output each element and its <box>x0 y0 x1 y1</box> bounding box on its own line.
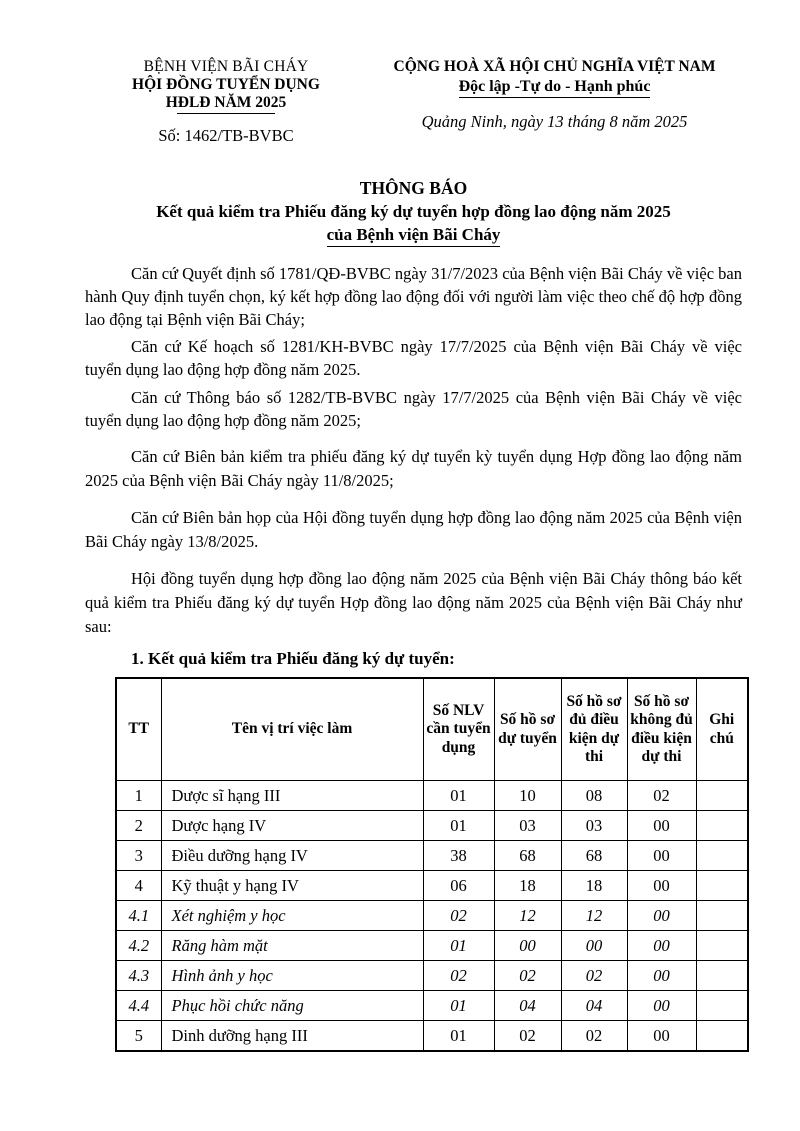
table-cell: 2 <box>116 811 161 841</box>
table-cell: 00 <box>627 1021 696 1051</box>
table-cell: 02 <box>423 901 494 931</box>
table-cell: 00 <box>627 931 696 961</box>
table-cell: 10 <box>494 781 561 811</box>
position-name-cell: Kỹ thuật y hạng IV <box>161 871 423 901</box>
table-cell: 00 <box>627 991 696 1021</box>
document-number: Số: 1462/TB-BVBC <box>158 126 294 145</box>
table-cell: 00 <box>627 841 696 871</box>
table-cell: 68 <box>494 841 561 871</box>
position-name-cell: Phục hồi chức năng <box>161 991 423 1021</box>
body-paragraph: Căn cứ Biên bản họp của Hội đồng tuyển dụng hợp đồng lao động năm 2025 của Bệnh viện Bãi Cháy ngày 13/8/2025. <box>85 508 742 552</box>
table-cell: 02 <box>494 961 561 991</box>
table-cell: 00 <box>494 931 561 961</box>
body-paragraph: Hội đồng tuyển dụng hợp đồng lao động năm 2025 của Bệnh viện Bãi Cháy thông báo kết quả kiểm tra Phiếu đăng ký dự tuyển Hợp đồng lao động năm 2025 của Bệnh viện Bãi Cháy như sau: <box>85 569 742 636</box>
national-motto-text: Độc lập -Tự do - Hạnh phúc <box>459 78 651 98</box>
table-cell: 04 <box>561 991 627 1021</box>
body-paragraph: Căn cứ Thông báo số 1282/TB-BVBC ngày 17/7/2025 của Bệnh viện Bãi Cháy về việc tuyển dụng lao động hợp đồng năm 2025; <box>85 387 742 430</box>
table-cell <box>696 931 748 961</box>
table-cell: 4.3 <box>116 961 161 991</box>
table-cell: 01 <box>423 1021 494 1051</box>
table-row <box>116 991 748 1021</box>
table-cell: 02 <box>627 781 696 811</box>
table-header-cell: Ghi chú <box>696 678 748 781</box>
table-row <box>116 931 748 961</box>
table-row <box>116 901 748 931</box>
table-cell <box>696 781 748 811</box>
table-cell: 00 <box>627 871 696 901</box>
section-heading: 1. Kết quả kiểm tra Phiếu đăng ký dự tuyển: <box>131 648 455 668</box>
table-cell: 06 <box>423 871 494 901</box>
table-cell <box>696 841 748 871</box>
table-cell: 02 <box>494 1021 561 1051</box>
org-council: HỘI ĐỒNG TUYỂN DỤNG <box>132 76 320 93</box>
table-cell: 4.4 <box>116 991 161 1021</box>
table-cell: 12 <box>561 901 627 931</box>
issuing-org-block <box>85 58 367 146</box>
table-cell: 4 <box>116 871 161 901</box>
table-cell: 04 <box>494 991 561 1021</box>
table-row <box>116 781 748 811</box>
position-name-cell: Dinh dưỡng hạng III <box>161 1021 423 1051</box>
national-title: CỘNG HOÀ XÃ HỘI CHỦ NGHĨA VIỆT NAM <box>393 58 716 75</box>
table-cell: 00 <box>627 901 696 931</box>
table-cell: 00 <box>627 811 696 841</box>
table-row <box>116 811 748 841</box>
table-header-cell: Số hồ sơ đủ điều kiện dự thi <box>561 678 627 781</box>
table-cell: 38 <box>423 841 494 871</box>
document-subtitle-org <box>85 225 742 247</box>
body-paragraph: Căn cứ Kế hoạch số 1281/KH-BVBC ngày 17/7/2025 của Bệnh viện Bãi Cháy về việc tuyển dụng lao động hợp đồng năm 2025. <box>85 337 742 380</box>
table-header-cell: Số hồ sơ không đủ điều kiện dự thi <box>627 678 696 781</box>
table-cell: 02 <box>561 1021 627 1051</box>
position-name-cell: Hình ảnh y học <box>161 961 423 991</box>
table-cell: 02 <box>561 961 627 991</box>
position-name-cell: Xét nghiệm y học <box>161 901 423 931</box>
table-cell: 01 <box>423 931 494 961</box>
document-title-block <box>85 178 742 247</box>
document-subtitle: Kết quả kiểm tra Phiếu đăng ký dự tuyển hợp đồng lao động năm 2025 <box>156 202 671 221</box>
table-cell: 03 <box>494 811 561 841</box>
table-cell: 4.1 <box>116 901 161 931</box>
table-cell: 12 <box>494 901 561 931</box>
table-row <box>116 841 748 871</box>
dateline: Quảng Ninh, ngày 13 tháng 8 năm 2025 <box>421 112 688 131</box>
table-header-cell: Tên vị trí việc làm <box>161 678 423 781</box>
body-paragraphs <box>85 263 742 639</box>
table-cell <box>696 961 748 991</box>
table-cell: 5 <box>116 1021 161 1051</box>
document-subtitle-org-text: của Bệnh viện Bãi Cháy <box>327 225 501 247</box>
table-cell: 00 <box>627 961 696 991</box>
table-cell <box>696 901 748 931</box>
national-header-block <box>367 58 742 146</box>
table-cell: 08 <box>561 781 627 811</box>
table-cell: 03 <box>561 811 627 841</box>
table-cell <box>696 991 748 1021</box>
table-cell: 18 <box>494 871 561 901</box>
table-cell: 18 <box>561 871 627 901</box>
table-cell: 00 <box>561 931 627 961</box>
table-cell: 1 <box>116 781 161 811</box>
table-header-cell: TT <box>116 678 161 781</box>
document-header <box>85 58 742 146</box>
position-name-cell: Điều dưỡng hạng IV <box>161 841 423 871</box>
left-header-rule <box>177 113 275 114</box>
table-row <box>116 961 748 991</box>
table-cell <box>696 1021 748 1051</box>
position-name-cell: Răng hàm mặt <box>161 931 423 961</box>
position-name-cell: Dược hạng IV <box>161 811 423 841</box>
table-cell: 3 <box>116 841 161 871</box>
table-row <box>116 1021 748 1051</box>
document-title: THÔNG BÁO <box>359 178 468 198</box>
table-header-row <box>116 678 748 781</box>
body-paragraph: Căn cứ Quyết định số 1781/QĐ-BVBC ngày 31/7/2023 của Bệnh viện Bãi Cháy về việc ban hành Quy định tuyển chọn, ký kết hợp đồng lao động đối với người làm việc theo chế độ hợp đồng lao động tại Bệnh viện Bãi Cháy; <box>85 264 742 329</box>
table-header-cell: Số NLV cần tuyển dụng <box>423 678 494 781</box>
table-cell: 4.2 <box>116 931 161 961</box>
body-paragraph: Căn cứ Biên bản kiểm tra phiếu đăng ký dự tuyển kỳ tuyển dụng Hợp đồng lao động năm 2025 của Bệnh viện Bãi Cháy ngày 11/8/2025; <box>85 447 742 491</box>
results-table <box>115 677 749 1052</box>
table-cell: 68 <box>561 841 627 871</box>
table-cell: 02 <box>423 961 494 991</box>
national-motto <box>367 78 742 98</box>
table-cell: 01 <box>423 811 494 841</box>
org-council-year: HĐLĐ NĂM 2025 <box>165 94 287 111</box>
table-cell <box>696 811 748 841</box>
table-cell: 01 <box>423 781 494 811</box>
table-cell: 01 <box>423 991 494 1021</box>
table-cell <box>696 871 748 901</box>
org-name: BỆNH VIỆN BÃI CHÁY <box>143 58 309 75</box>
position-name-cell: Dược sĩ hạng III <box>161 781 423 811</box>
table-header-cell: Số hồ sơ dự tuyển <box>494 678 561 781</box>
table-row <box>116 871 748 901</box>
